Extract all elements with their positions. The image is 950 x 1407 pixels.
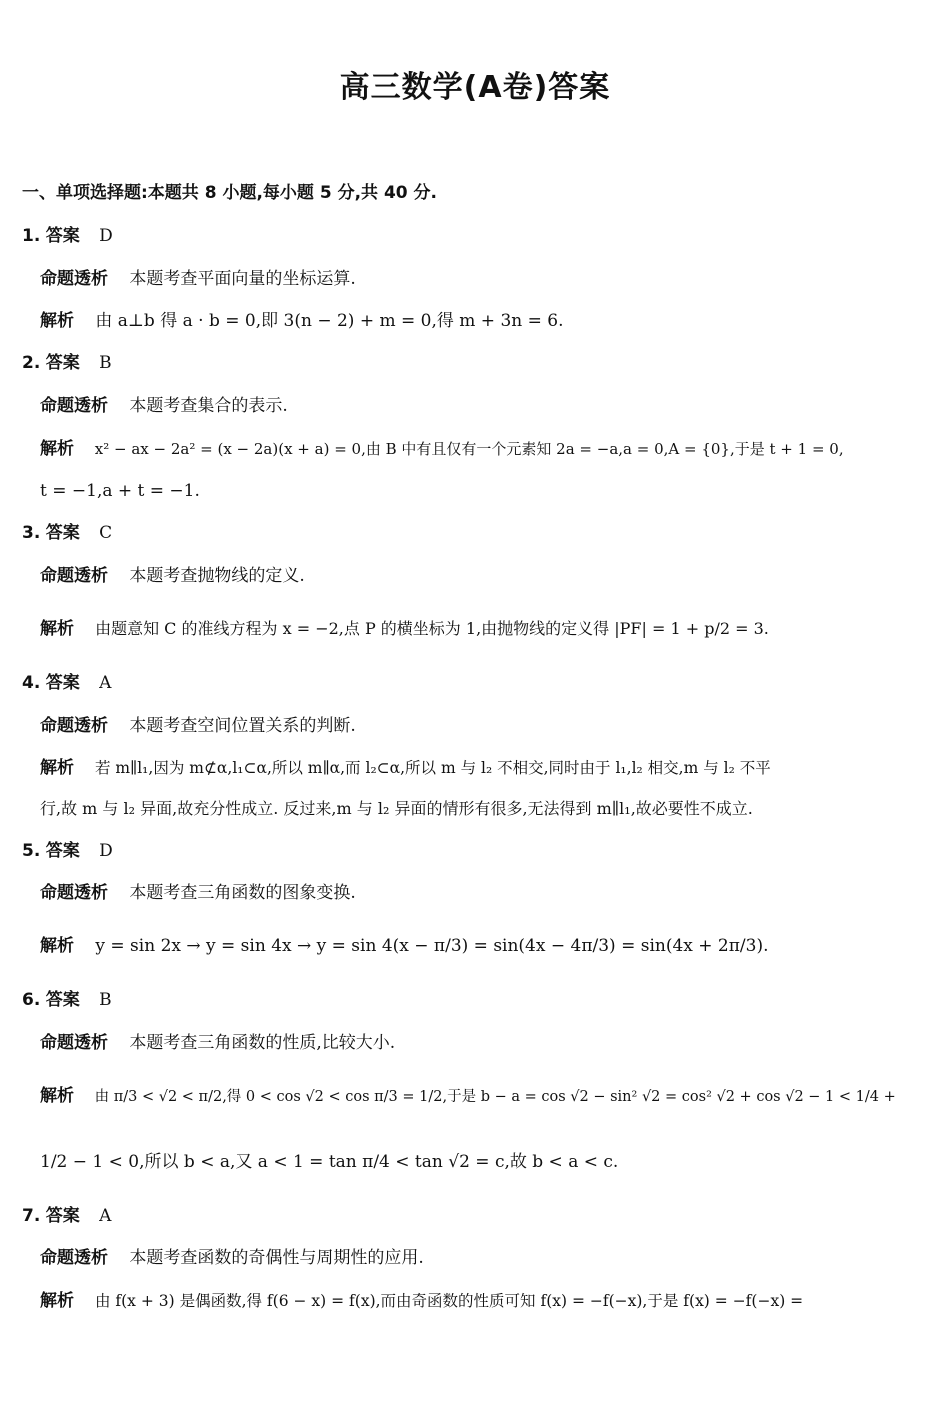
question-4-insight	[40, 714, 356, 738]
answer-label: 答案	[45, 1206, 80, 1226]
question-number: 3.	[22, 523, 41, 543]
insight-label: 命题透析	[40, 716, 108, 736]
answer-label: 答案	[45, 990, 80, 1010]
analysis-label: 解析	[40, 311, 74, 331]
insight-label: 命题透析	[40, 1248, 108, 1268]
question-7-analysis	[40, 1289, 803, 1313]
question-4-answer	[22, 671, 111, 695]
analysis-text: 1/2 − 1 < 0,所以 b < a,又 a < 1 = tan π/4 < tan √2 = c,故 b < a < c.	[40, 1152, 619, 1172]
analysis-text: 由 π/3 < √2 < π/2,得 0 < cos √2 < cos π/3 = 1/2,于是 b − a = cos √2 − sin² √2 = cos² √2 + cos √2 − 1 < 1/4 +	[94, 1089, 896, 1105]
question-number: 4.	[22, 673, 41, 693]
question-5-analysis	[40, 934, 769, 958]
answer-label: 答案	[45, 226, 80, 246]
question-2-answer	[22, 351, 112, 375]
question-2-insight	[40, 394, 288, 418]
analysis-label: 解析	[40, 758, 74, 778]
insight-label: 命题透析	[40, 883, 108, 903]
question-5-answer	[22, 839, 113, 863]
insight-text: 本题考查三角函数的性质,比较大小.	[129, 1033, 396, 1053]
insight-text: 本题考查空间位置关系的判断.	[129, 716, 356, 736]
question-number: 1.	[22, 226, 41, 246]
question-3-insight	[40, 564, 305, 588]
answer-value: A	[99, 1206, 112, 1226]
analysis-text: x² − ax − 2a² = (x − 2a)(x + a) = 0,由 B 中有且仅有一个元素知 2a = −a,a = 0,A = {0},于是 t + 1 = 0,	[94, 440, 844, 458]
analysis-text: 由题意知 C 的准线方程为 x = −2,点 P 的横坐标为 1,由抛物线的定义得 |PF| = 1 + p/2 = 3.	[95, 619, 769, 638]
question-6-insight	[40, 1031, 395, 1055]
question-number: 5.	[22, 841, 41, 861]
analysis-label: 解析	[40, 936, 74, 956]
answer-value: D	[99, 226, 113, 246]
question-1-answer	[22, 224, 113, 248]
insight-text: 本题考查平面向量的坐标运算.	[129, 269, 356, 289]
analysis-text: t = −1,a + t = −1.	[40, 481, 200, 501]
answer-value: B	[99, 353, 112, 373]
question-4-analysis	[40, 756, 771, 780]
analysis-text: 由 f(x + 3) 是偶函数,得 f(6 − x) = f(x),而由奇函数的性质可知 f(x) = −f(−x),于是 f(x) = −f(−x) =	[94, 1292, 804, 1310]
question-1-insight	[40, 267, 356, 291]
insight-label: 命题透析	[40, 1033, 108, 1053]
page-title: 高三数学(A卷)答案	[339, 70, 611, 105]
question-6-analysis-cont	[40, 1150, 618, 1174]
question-3-answer	[22, 521, 112, 545]
insight-text: 本题考查抛物线的定义.	[129, 566, 305, 586]
insight-text: 本题考查集合的表示.	[129, 396, 288, 416]
insight-label: 命题透析	[40, 566, 108, 586]
answer-label: 答案	[45, 841, 80, 861]
answer-value: D	[99, 841, 113, 861]
question-number: 6.	[22, 990, 41, 1010]
question-2-analysis-cont	[40, 479, 200, 503]
question-5-insight	[40, 881, 356, 905]
answer-label: 答案	[45, 673, 80, 693]
insight-text: 本题考查函数的奇偶性与周期性的应用.	[129, 1248, 424, 1268]
insight-label: 命题透析	[40, 396, 108, 416]
question-6-answer	[22, 988, 112, 1012]
answer-label: 答案	[45, 523, 80, 543]
insight-text: 本题考查三角函数的图象变换.	[129, 883, 356, 903]
insight-label: 命题透析	[40, 269, 108, 289]
analysis-text: 若 m∥l₁,因为 m⊄α,l₁⊂α,所以 m∥α,而 l₂⊂α,所以 m 与 l₂ 不相交,同时由于 l₁,l₂ 相交,m 与 l₂ 不平	[94, 759, 771, 777]
question-2-analysis	[40, 437, 844, 461]
question-4-analysis-cont	[40, 797, 753, 821]
answer-value: C	[99, 523, 113, 543]
section-heading: 一、单项选择题:本题共 8 小题,每小题 5 分,共 40 分.	[22, 183, 437, 203]
answer-label: 答案	[45, 353, 80, 373]
analysis-text: y = sin 2x → y = sin 4x → y = sin 4(x − π/3) = sin(4x − 4π/3) = sin(4x + 2π/3).	[95, 936, 769, 956]
question-3-analysis	[40, 617, 769, 641]
analysis-text: 行,故 m 与 l₂ 异面,故充分性成立. 反过来,m 与 l₂ 异面的情形有很多,无法得到 m∥l₁,故必要性不成立.	[40, 799, 753, 818]
question-number: 2.	[22, 353, 41, 373]
analysis-label: 解析	[40, 439, 74, 459]
answer-value: B	[99, 990, 112, 1010]
question-number: 7.	[22, 1206, 41, 1226]
question-6-analysis	[40, 1084, 896, 1109]
question-7-insight	[40, 1246, 424, 1270]
question-7-answer	[22, 1204, 111, 1228]
analysis-label: 解析	[40, 1291, 74, 1311]
analysis-label: 解析	[40, 619, 74, 639]
answer-value: A	[99, 673, 112, 693]
analysis-label: 解析	[40, 1086, 74, 1106]
analysis-text: 由 a⊥b 得 a · b = 0,即 3(n − 2) + m = 0,得 m + 3n = 6.	[95, 311, 564, 331]
question-1-analysis	[40, 309, 563, 333]
